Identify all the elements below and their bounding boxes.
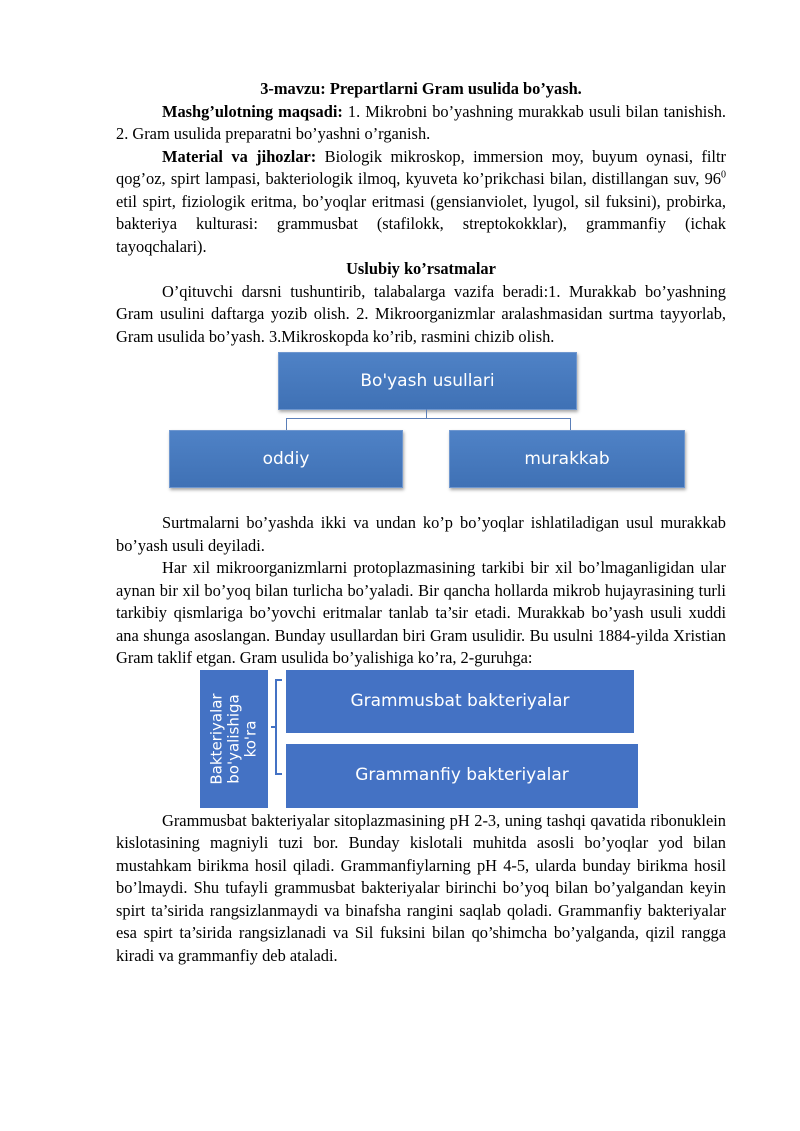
goal-paragraph [116,101,726,146]
surtma-paragraph: Surtmalarni bo’yashda ikki va undan ko’p bo’yoqlar ishlatiladigan usul murakkab bo’yash usuli deyiladi. [116,513,726,555]
materials-text-1: Biologik mikroskop, immersion moy, buyum oynasi, filtr qog’oz, spirt lampasi, bakteriologik ilmoq, kyuveta ko’prikchasi bilan, distillangan suv, 96 [116,146,726,188]
gramnegative-box: Grammanfiy bakteriyalar [286,744,638,808]
diagram-root-box: Bo'yash usullari [278,352,577,410]
final-paragraph: Grammusbat bakteriyalar sitoplazmasining pH 2-3, uning tashqi qavatida ribonuklein kislotasining magniyli tuzi bor. Bunday kislotali muhitda asosli bo’yoqlar yod bilan mustahkam birikma hosil qiladi. Grammanfiylarning pH 4-5, ularda bunday birikma hosil bo’lmaydi. Shu tufayli grammusbat bakteriyalar birinchi bo’yoq bilan bo’yalgandan keyin spirt ta’sirida rangsizlanmaydi va binafsha rangini saqlab qoladi. Grammanfiy bakteriyalar esa spirt ta’sirida rangsizlanadi va Sil fuksini bilan qo’shimcha bo’yalganda, qizil rangga kiradi va grammanfiy deb ataladi. [116,810,726,965]
materials-paragraph [116,146,726,259]
document-page [116,78,726,967]
bacteria-side-label-box [200,670,268,808]
gram-groups-diagram [116,670,726,810]
section-title: Uslubiy ko’rsatmalar [346,259,496,278]
degree-superscript: 0 [721,169,726,181]
staining-methods-diagram [116,348,726,512]
instructions-paragraph: O’qituvchi darsni tushuntirib, talabalarga vazifa beradi:1. Murakkab bo’yashning Gram usulini daftarga yozib olish. 2. Mikroorganizmlar aralashmasidan surtma tayyorlab, Gram usulida bo’yash. 3.Mikroskopda ko’rib, rasmini chizib olish. [116,281,726,346]
grampositive-box: Grammusbat bakteriyalar [286,670,634,733]
diagram-child-murakkab: murakkab [449,430,685,488]
bacteria-side-label: Bakteriyalar bo'yalishiga ko'ra [207,692,260,785]
bracket-icon [268,670,288,810]
connector-line [286,418,287,430]
materials-text-2: etil spirt, fiziologik eritma, bo’yoqlar eritmasi (gensianviolet, lyugol, sil fuksini), probirka, bakteriya kulturasi: grammusbat (stafilokk, streptokokklar), grammanfiy (ichak tayoqchalari). [116,191,726,256]
diagram-child-oddiy: oddiy [169,430,403,488]
connector-line [570,418,571,430]
page-title: 3-mavzu: Prepartlarni Gram usulida bo’yash. [260,79,582,98]
connector-line [286,418,570,419]
goal-label: Mashg’ulotning maqsadi: [162,101,343,121]
gram-paragraph: Har xil mikroorganizmlarni protoplazmasining tarkibi bir xil bo’lmaganligidan ular aynan bir xil bo’yoq bilan turlicha bo’yaladi. Bir qancha hollarda mikrob hujayrasining turli tarkibiy qismlariga bo’yovchi eritmalar tanlab ta’sir etadi. Murakkab bo’yash usuli xuddi ana shunga asoslangan. Bunday usullardan biri Gram usulidir. Bu usulni 1884-yilda Xristian Gram taklif etgan. Gram usulida bo’yalishiga ko’ra, 2-guruhga: [116,558,726,667]
goal-text: 1. Mikrobni bo’yashning murakkab usuli bilan tanishish. 2. Gram usulida preparatni bo’yashni o’rganish. [116,101,726,143]
materials-label: Material va jihozlar: [162,146,317,166]
